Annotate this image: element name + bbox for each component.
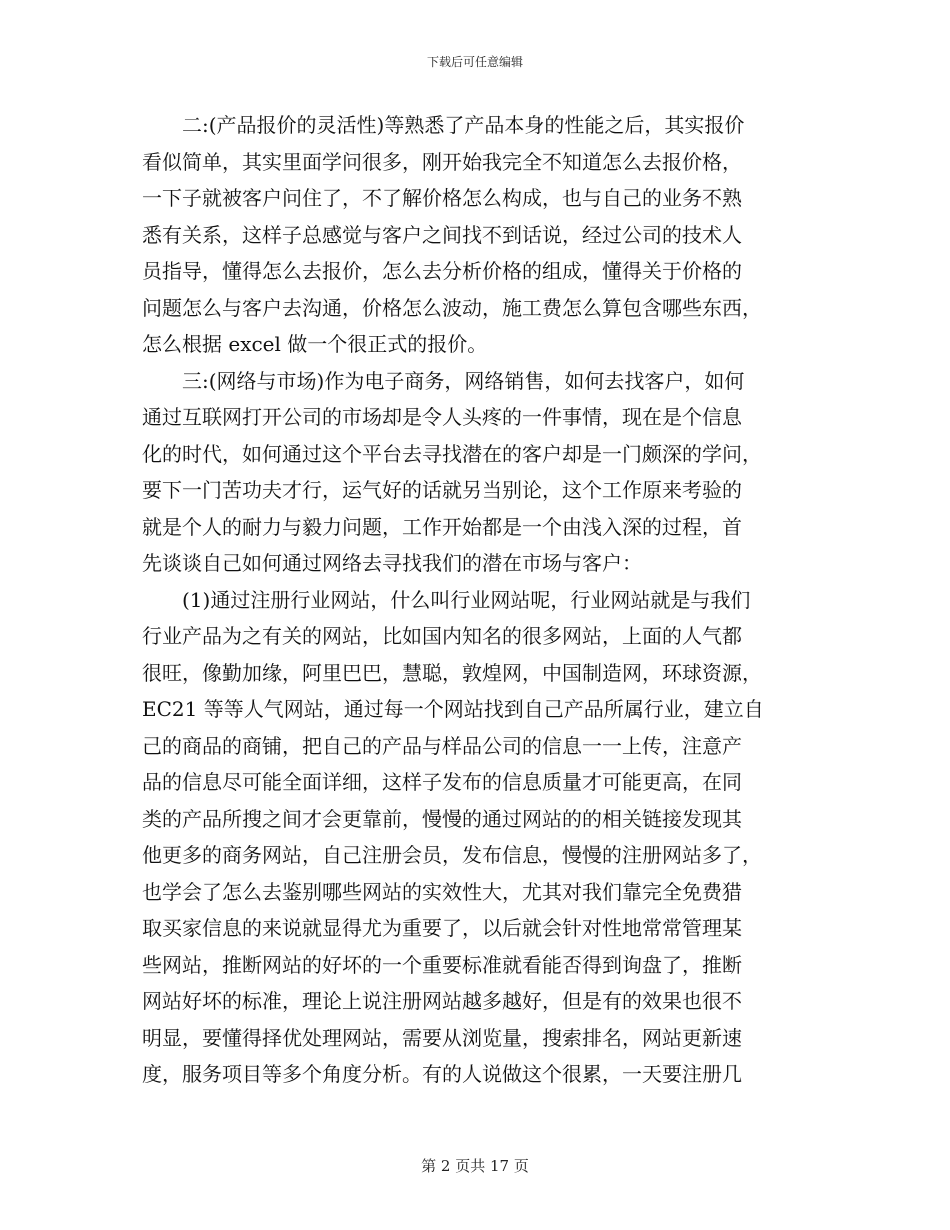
text-line: 己的商品的商铺，把自己的产品与样品公司的信息一一上传，注意产 <box>142 733 742 758</box>
text-line: 看似简单，其实里面学问很多，刚开始我完全不知道怎么去报价格， <box>142 149 742 174</box>
text-line: 网站好坏的标准，理论上说注册网站越多越好，但是有的效果也很不 <box>142 989 742 1013</box>
text-line: (1)通过注册行业网站，什么叫行业网站呢，行业网站就是与我们 <box>142 587 751 612</box>
text-line: 行业产品为之有关的网站，比如国内知名的很多网站，上面的人气都 <box>142 624 742 648</box>
page-header: 下载后可任意编辑 <box>426 55 523 69</box>
text-line: 就是个人的耐力与毅力问题，工作开始都是一个由浅入深的过程，首 <box>142 514 742 539</box>
text-line: 问题怎么与客户去沟通，价格怎么波动，施工费怎么算包含哪些东西， <box>142 295 762 320</box>
text-line: 怎么根据 excel 做一个很正式的报价。 <box>142 332 488 356</box>
text-line: 要下一门苦功夫才行，运气好的话就另当别论，这个工作原来考验的 <box>142 478 742 502</box>
text-line: 很旺，像勤加缘，阿里巴巴，慧聪，敦煌网，中国制造网，环球资源， <box>142 660 762 685</box>
text-line: 一下子就被客户问住了，不了解价格怎么构成，也与自己的业务不熟 <box>142 186 742 210</box>
page-footer: 第 2 页共 17 页 <box>421 1157 529 1175</box>
text-line: 化的时代，如何通过这个平台去寻找潜在的客户却是一门颇深的学问， <box>142 441 762 466</box>
text-line: 明显，要懂得择优处理网站，需要从浏览量，搜索排名，网站更新速 <box>142 1025 742 1050</box>
text-line: 先谈谈自己如何通过网络去寻找我们的潜在市场与客户： <box>142 551 642 575</box>
text-line: 员指导，懂得怎么去报价，怎么去分析价格的组成，懂得关于价格的 <box>142 259 742 283</box>
text-line: 他更多的商务网站，自己注册会员，发布信息，慢慢的注册网站多了， <box>142 843 762 867</box>
text-line: 二:(产品报价的灵活性)等熟悉了产品本身的性能之后，其实报价 <box>142 113 745 137</box>
text-line: 品的信息尽可能全面详细，这样子发布的信息质量才可能更高，在同 <box>142 770 742 794</box>
text-line: 类的产品所搜之间才会更靠前，慢慢的通过网站的的相关链接发现其 <box>142 806 742 831</box>
document-body <box>142 107 812 1093</box>
text-line: EC21 等等人气网站，通过每一个网站找到自己产品所属行业，建立自 <box>142 697 764 721</box>
text-line: 三:(网络与市场)作为电子商务，网络销售，如何去找客户，如何 <box>142 368 745 393</box>
text-line: 些网站，推断网站的好坏的一个重要标准就看能否得到询盘了，推断 <box>142 952 742 977</box>
text-line: 度，服务项目等多个角度分析。有的人说做这个很累，一天要注册几 <box>142 1062 742 1086</box>
text-line: 悉有关系，这样子总感觉与客户之间找不到话说，经过公司的技术人 <box>142 222 742 247</box>
text-line: 取买家信息的来说就显得尤为重要了，以后就会针对性地常常管理某 <box>142 916 742 940</box>
text-line: 通过互联网打开公司的市场却是令人头疼的一件事情，现在是个信息 <box>142 405 742 429</box>
text-line: 也学会了怎么去鉴别哪些网站的实效性大，尤其对我们靠完全免费猎 <box>142 879 742 904</box>
